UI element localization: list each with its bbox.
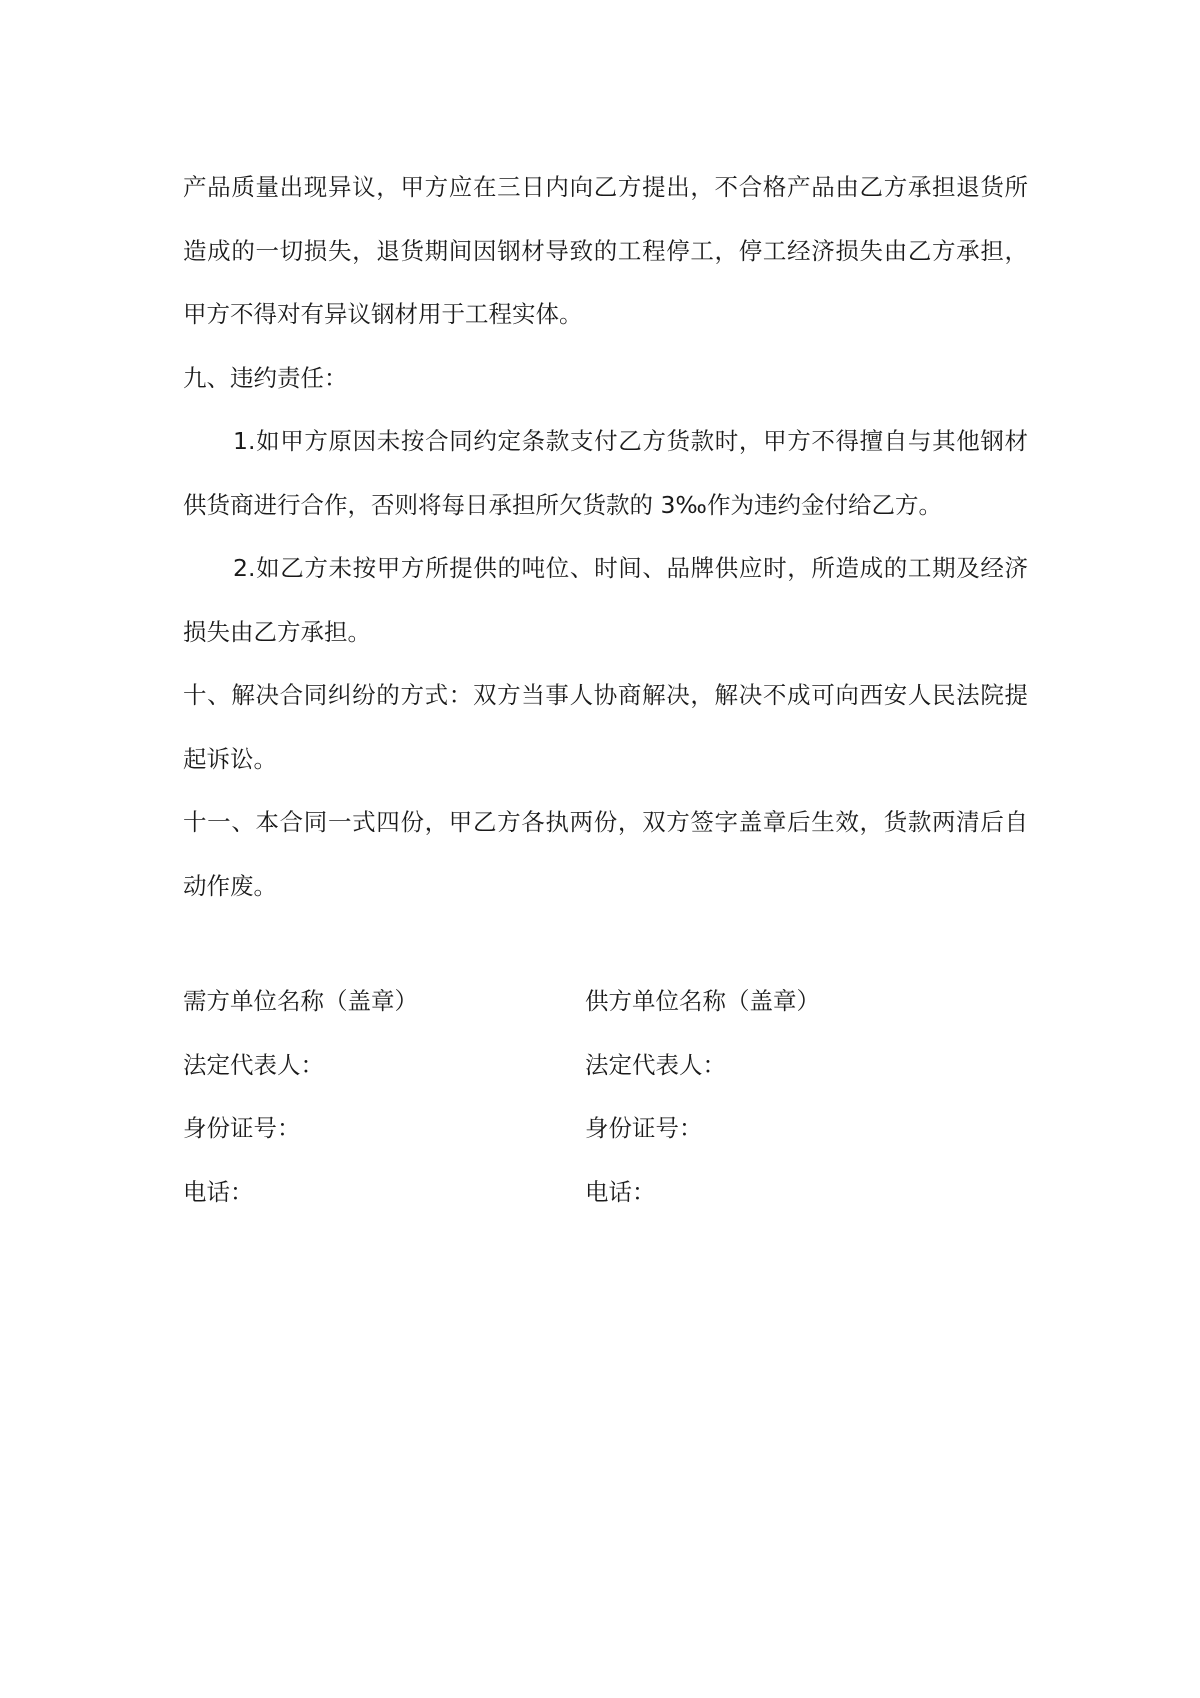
- signature-block: [183, 970, 1028, 1224]
- buyer-legal-rep-label: 法定代表人：: [183, 1050, 324, 1079]
- supplier-unit-name-label: 供方单位名称（盖章）: [585, 987, 820, 1015]
- section-copies-line: 动作废。: [183, 871, 277, 900]
- clause-line: 供货商进行合作，否则将每日承担所欠货款的 3‰作为违约金付给乙方。: [183, 490, 942, 519]
- paragraph-line: 造成的一切损失，退货期间因钢材导致的工程停工，停工经济损失由乙方承担，: [183, 236, 1028, 265]
- contract-body: [183, 156, 1028, 918]
- section-dispute-line: 起诉讼。: [183, 744, 277, 773]
- buyer-id-number-label: 身份证号：: [183, 1114, 301, 1142]
- section-heading-breach: 九、违约责任：: [183, 363, 348, 392]
- supplier-id-number-label: 身份证号：: [585, 1114, 703, 1142]
- clause-line: 1.如甲方原因未按合同约定条款支付乙方货款时，甲方不得擅自与其他钢材: [233, 427, 1028, 455]
- buyer-phone-label: 电话：: [183, 1177, 254, 1206]
- clause-line: 2.如乙方未按甲方所提供的吨位、时间、品牌供应时，所造成的工期及经济: [233, 554, 1028, 582]
- signature-row: [183, 1161, 1028, 1225]
- supplier-phone-label: 电话：: [585, 1177, 656, 1206]
- paragraph-line: 甲方不得对有异议钢材用于工程实体。: [183, 300, 583, 328]
- paragraph-line: 产品质量出现异议，甲方应在三日内向乙方提出，不合格产品由乙方承担退货所: [183, 173, 1028, 201]
- signature-row: [183, 1034, 1028, 1098]
- clause-line: 损失由乙方承担。: [183, 617, 371, 646]
- signature-row: [183, 1097, 1028, 1161]
- signature-row: [183, 970, 1028, 1034]
- supplier-legal-rep-label: 法定代表人：: [585, 1050, 726, 1079]
- buyer-unit-name-label: 需方单位名称（盖章）: [183, 987, 418, 1015]
- section-copies-line: 十一、本合同一式四份，甲乙方各执两份，双方签字盖章后生效，货款两清后自: [183, 808, 1028, 836]
- section-dispute-line: 十、解决合同纠纷的方式：双方当事人协商解决，解决不成可向西安人民法院提: [183, 681, 1028, 709]
